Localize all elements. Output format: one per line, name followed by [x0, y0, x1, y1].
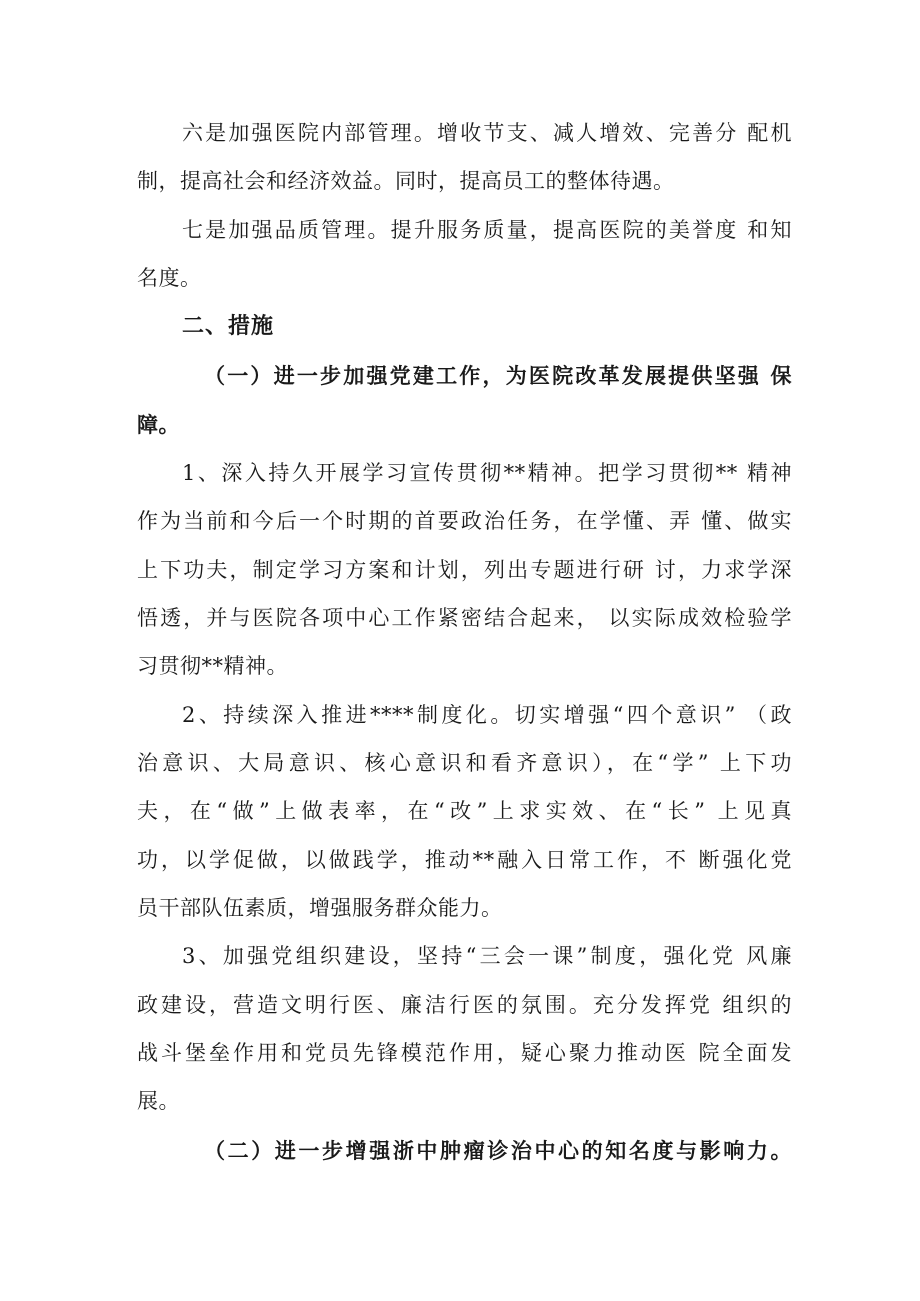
item-two-line-4: 功，以学促做，以做践学，推动**融入日常工作，不 断强化党 — [137, 848, 792, 872]
item-two-line-5: 员干部队伍素质，增强服务群众能力。 — [137, 896, 503, 920]
item-one-line-2: 作为当前和今后一个时期的首要政治任务，在学懂、弄 懂、做实 — [137, 509, 792, 533]
paragraph-six-line-2: 制，提高社会和经济效益。同时，提高员工的整体待遇。 — [137, 169, 675, 193]
paragraph-seven-line-2: 名度。 — [137, 266, 202, 290]
paragraph-seven-line-1: 七是加强品质管理。提升服务质量，提高医院的美誉度 和知 — [182, 218, 792, 242]
section-heading-measures: 二、措施 — [182, 313, 275, 339]
subheading-one-line-1: （一）进一步加强党建工作，为医院改革发展提供坚强 保 — [204, 363, 792, 388]
item-three-line-3: 战斗堡垒作用和党员先锋模范作用，疑心聚力推动医 院全面发 — [137, 1041, 792, 1065]
item-three-line-4: 展。 — [137, 1089, 180, 1113]
item-two-line-2: 治意识、大局意识、核心意识和看齐意识），在“学” 上下功 — [137, 751, 792, 775]
subheading-one-line-2: 障。 — [137, 412, 180, 437]
item-one-line-1: 1、深入持久开展学习宣传贯彻**精神。把学习贯彻** 精神 — [182, 461, 792, 485]
item-two-line-3: 夫，在“做”上做表率，在“改”上求实效、在“长” 上见真 — [137, 799, 792, 823]
item-one-line-4: 悟透，并与医院各项中心工作紧密结合起来， 以实际成效检验学 — [137, 606, 792, 630]
subheading-two: （二）进一步增强浙中肿瘤诊治中心的知名度与影响力。 — [204, 1138, 792, 1163]
paragraph-six-line-1: 六是加强医院内部管理。增收节支、减人增效、完善分 配机 — [182, 121, 792, 145]
item-one-line-5: 习贯彻**精神。 — [137, 654, 288, 678]
item-two-line-1: 2、持续深入推进****制度化。切实增强“四个意识” （政 — [182, 703, 792, 727]
item-one-line-3: 上下功夫，制定学习方案和计划，列出专题进行研 讨，力求学深 — [137, 558, 792, 582]
item-three-line-1: 3、加强党组织建设，坚持“三会一课”制度，强化党 风廉 — [182, 944, 792, 968]
item-three-line-2: 政建设，营造文明行医、廉洁行医的氛围。充分发挥党 组织的 — [137, 993, 792, 1017]
